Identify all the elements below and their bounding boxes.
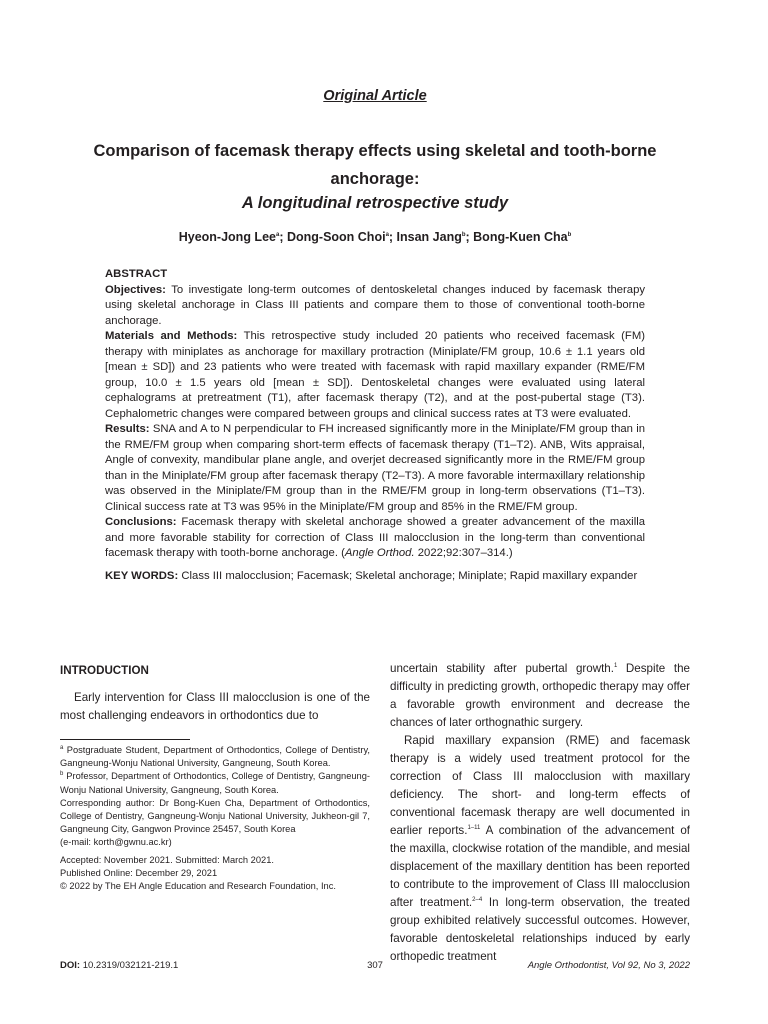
affiliation-mark: b — [567, 231, 572, 238]
citation-details: 2022;92:307–314.) — [414, 547, 513, 559]
paragraph-text: Despite the difficulty in predicting growth, orthopedic therapy may offer a favorable growth environment and decrease the chances of later orthognathic surgery. — [390, 662, 690, 729]
abstract-objectives — [105, 283, 645, 330]
abstract-heading: ABSTRACT — [105, 268, 168, 280]
doi-value: 10.2319/032121-219.1 — [80, 960, 179, 971]
abstract-conclusions — [105, 515, 645, 562]
page-number: 307 — [367, 960, 383, 971]
author-separator: ; — [388, 230, 397, 244]
author-name: Dong-Soon Choi — [286, 230, 386, 244]
results-label: Results: — [105, 423, 150, 435]
citation-journal: Angle Orthod. — [344, 547, 415, 559]
left-column — [60, 662, 370, 893]
right-column — [390, 660, 690, 966]
footnote-corresponding-author: Corresponding author: Dr Bong-Kuen Cha, Department of Orthodontics, College of Dentistry, Gangneung-Wonju National University, Jukheon-gil 7, Gangneung City, Gangwon Province 25457, South Korea — [60, 797, 370, 835]
methods-text: This retrospective study included 20 patients who received facemask (FM) therapy with miniplates as anchorage for maxillary protraction (Miniplate/FM group, 10.6 ± 1.1 years old [mean ± SD]) and 23 patients who were treated with facemask with rapid maxillary expander (RME/FM group, 10.0 ± 1.5 years old [mean ± SD]). Dentoskeletal changes were evaluated using lateral cephalograms at pretreatment (T1), after facemask therapy (T2), and at the post-pubertal stage (T3). Cephalometric changes were compared between groups and clinical success rates at T3 were evaluated. — [105, 330, 645, 420]
reference-mark: 1–11 — [467, 825, 481, 832]
objectives-label: Objectives: — [105, 283, 166, 296]
reference-mark: 2–4 — [472, 897, 483, 904]
author-name: Insan Jang — [396, 230, 462, 244]
footnote-mark: a — [60, 744, 64, 751]
conclusions-label: Conclusions: — [105, 516, 177, 528]
footnote-copyright: © 2022 by The EH Angle Education and Research Foundation, Inc. — [60, 881, 336, 892]
author-list — [0, 230, 750, 244]
abstract-keywords — [105, 569, 645, 585]
objectives-text: To investigate long-term outcomes of dentoskeletal changes induced by facemask therapy using skeletal anchorage in Class III patients and compare them to those of conventional tooth-borne anchorage. — [105, 283, 646, 327]
journal-info: Angle Orthodontist, Vol 92, No 3, 2022 — [527, 960, 690, 971]
introduction-paragraph — [390, 732, 690, 966]
footnote-affiliation-a — [60, 744, 370, 770]
footnote-accepted: Accepted: November 2021. Submitted: March 2021. — [60, 854, 274, 865]
paragraph-text: In long-term observation, the treated group exhibited relatively successful outcomes. However, favorable dentoskeletal relationships induced by early orthopedic treatment — [390, 896, 690, 963]
introduction-paragraph: Early intervention for Class III malocclusion is one of the most challenging endeavors in orthodontics due to — [60, 691, 370, 722]
article-title: Comparison of facemask therapy effects using skeletal and tooth-borne anchorage: — [93, 142, 657, 188]
paragraph-text: uncertain stability after pubertal growth. — [390, 662, 614, 675]
footnote-published: Published Online: December 29, 2021 — [60, 867, 218, 878]
footnote-text: Professor, Department of Orthodontics, College of Dentistry, Gangneung-Wonju National University, Gangneung, South Korea. — [60, 771, 370, 795]
section-label: Original Article — [323, 88, 427, 104]
author-name: Hyeon-Jong Lee — [178, 230, 276, 244]
footnote-text: Postgraduate Student, Department of Orthodontics, College of Dentistry, Gangneung-Wonju National University, Gangneung, South Korea. — [60, 745, 370, 769]
abstract-results — [105, 422, 645, 515]
footnote-mark: b — [60, 771, 64, 778]
footnote-divider — [60, 739, 190, 740]
footnote-email: (e-mail: korth@gwnu.ac.kr) — [60, 837, 172, 848]
keywords-label: KEY WORDS: — [105, 569, 179, 582]
affiliation-mark: a — [385, 231, 389, 238]
doi-label: DOI: — [60, 960, 81, 971]
page-footer — [60, 960, 690, 976]
methods-label: Materials and Methods: — [105, 330, 238, 342]
footnote-affiliation-b — [60, 770, 370, 796]
author-separator: ; — [465, 230, 474, 244]
paragraph-text: A combination of the advancement of the maxilla, clockwise rotation of the mandible, and mesial displacement of the maxillary dentition has been reported to contribute to the improvement of Class III malocclusion after treatment. — [390, 824, 691, 909]
abstract — [105, 267, 645, 584]
author-name: Bong-Kuen Cha — [473, 230, 568, 244]
introduction-paragraph — [390, 660, 690, 732]
reference-mark: 1 — [613, 663, 618, 670]
affiliation-mark: a — [275, 231, 280, 238]
results-text: SNA and A to N perpendicular to FH increased significantly more in the Miniplate/FM group than in the RME/FM group when comparing short-term effects of facemask therapy (T1–T2). ANB, Wits appraisal, Angle of convexity, mandibular plane angle, and overjet decreased significantly more in the RME/FM group than in the Miniplate/FM group after facemask therapy (T2–T3). A more favorable intermaxillary relationship was observed in the Miniplate/FM group than in the RME/FM group in long-term observations (T1–T3). Clinical success rate at T3 was 95% in the Miniplate/FM group and 85% in the RME/FM group. — [105, 423, 645, 513]
author-separator: ; — [279, 230, 287, 244]
affiliation-mark: b — [461, 231, 466, 238]
abstract-methods — [105, 329, 645, 422]
conclusions-text: Facemask therapy with skeletal anchorage showed a greater advancement of the maxilla and more favorable stability for correction of Class III malocclusion in the long-term than conventional facemask therapy with tooth-borne anchorage. ( — [105, 516, 645, 559]
article-subtitle: A longitudinal retrospective study — [241, 194, 509, 212]
paragraph-text: Rapid maxillary expansion (RME) and facemask therapy is a widely used treatment protocol for the correction of Class III malocclusion with maxillary deficiency. The short- and long-term effects of conventional facemask therapy are well documented in earlier reports. — [390, 734, 690, 837]
keywords-text: Class III malocclusion; Facemask; Skeletal anchorage; Miniplate; Rapid maxillary expander — [181, 569, 638, 582]
introduction-heading: INTRODUCTION — [60, 664, 149, 677]
